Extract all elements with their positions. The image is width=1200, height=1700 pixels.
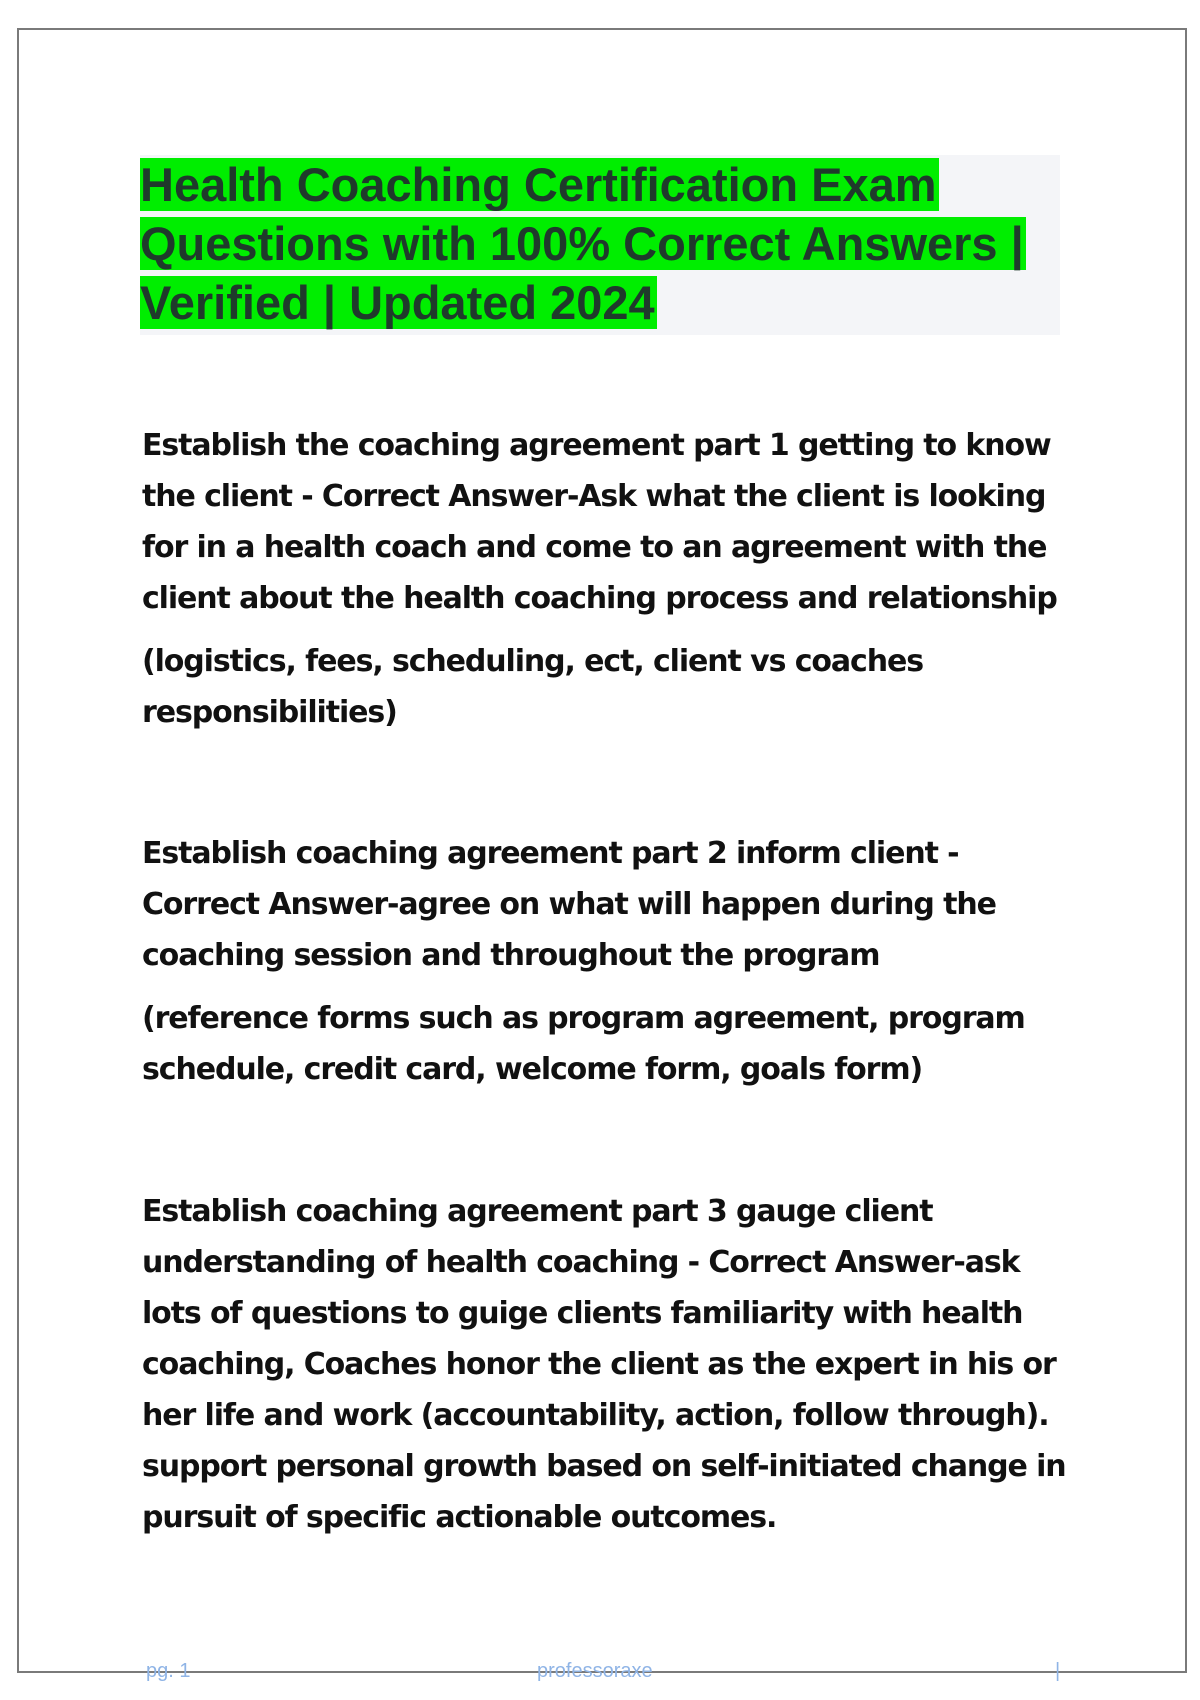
qa-entry — [142, 420, 1082, 738]
footer-watermark: professoraxe — [537, 1660, 653, 1682]
qa-text: Establish the coaching agreement part 1 getting to know the client - Correct Answer-Ask what the client is looking for in a health coach and come to an agreement with the client about the health coaching process and relationship — [142, 428, 1057, 616]
qa-entry — [142, 1186, 1082, 1543]
qa-note: (reference forms such as program agreement, program schedule, credit card, welcome form, goals form) — [142, 1001, 1025, 1087]
qa-entry — [142, 828, 1082, 1095]
footer-mark: | — [1055, 1660, 1061, 1682]
qa-text: Establish coaching agreement part 3 gauge client understanding of health coaching - Correct Answer-ask lots of questions to guige clients familiarity with health coaching, Coaches honor the client as the expert in his or her life and work (accountability, action, follow through). support personal growth based on self-initiated change in pursuit of specific actionable outcomes. — [142, 1194, 1066, 1535]
qa-text: Establish coaching agreement part 2 inform client - Correct Answer-agree on what will happen during the coaching session and throughout the program — [142, 836, 996, 973]
title-block — [140, 155, 1060, 335]
title-highlight: Health Coaching Certification Exam Questions with 100% Correct Answers | Verified | Updated 2024 — [140, 158, 1024, 329]
qa-note: (logistics, fees, scheduling, ect, client vs coaches responsibilities) — [142, 644, 923, 730]
page-number: pg. 1 — [146, 1660, 191, 1682]
document-title — [140, 155, 1060, 332]
